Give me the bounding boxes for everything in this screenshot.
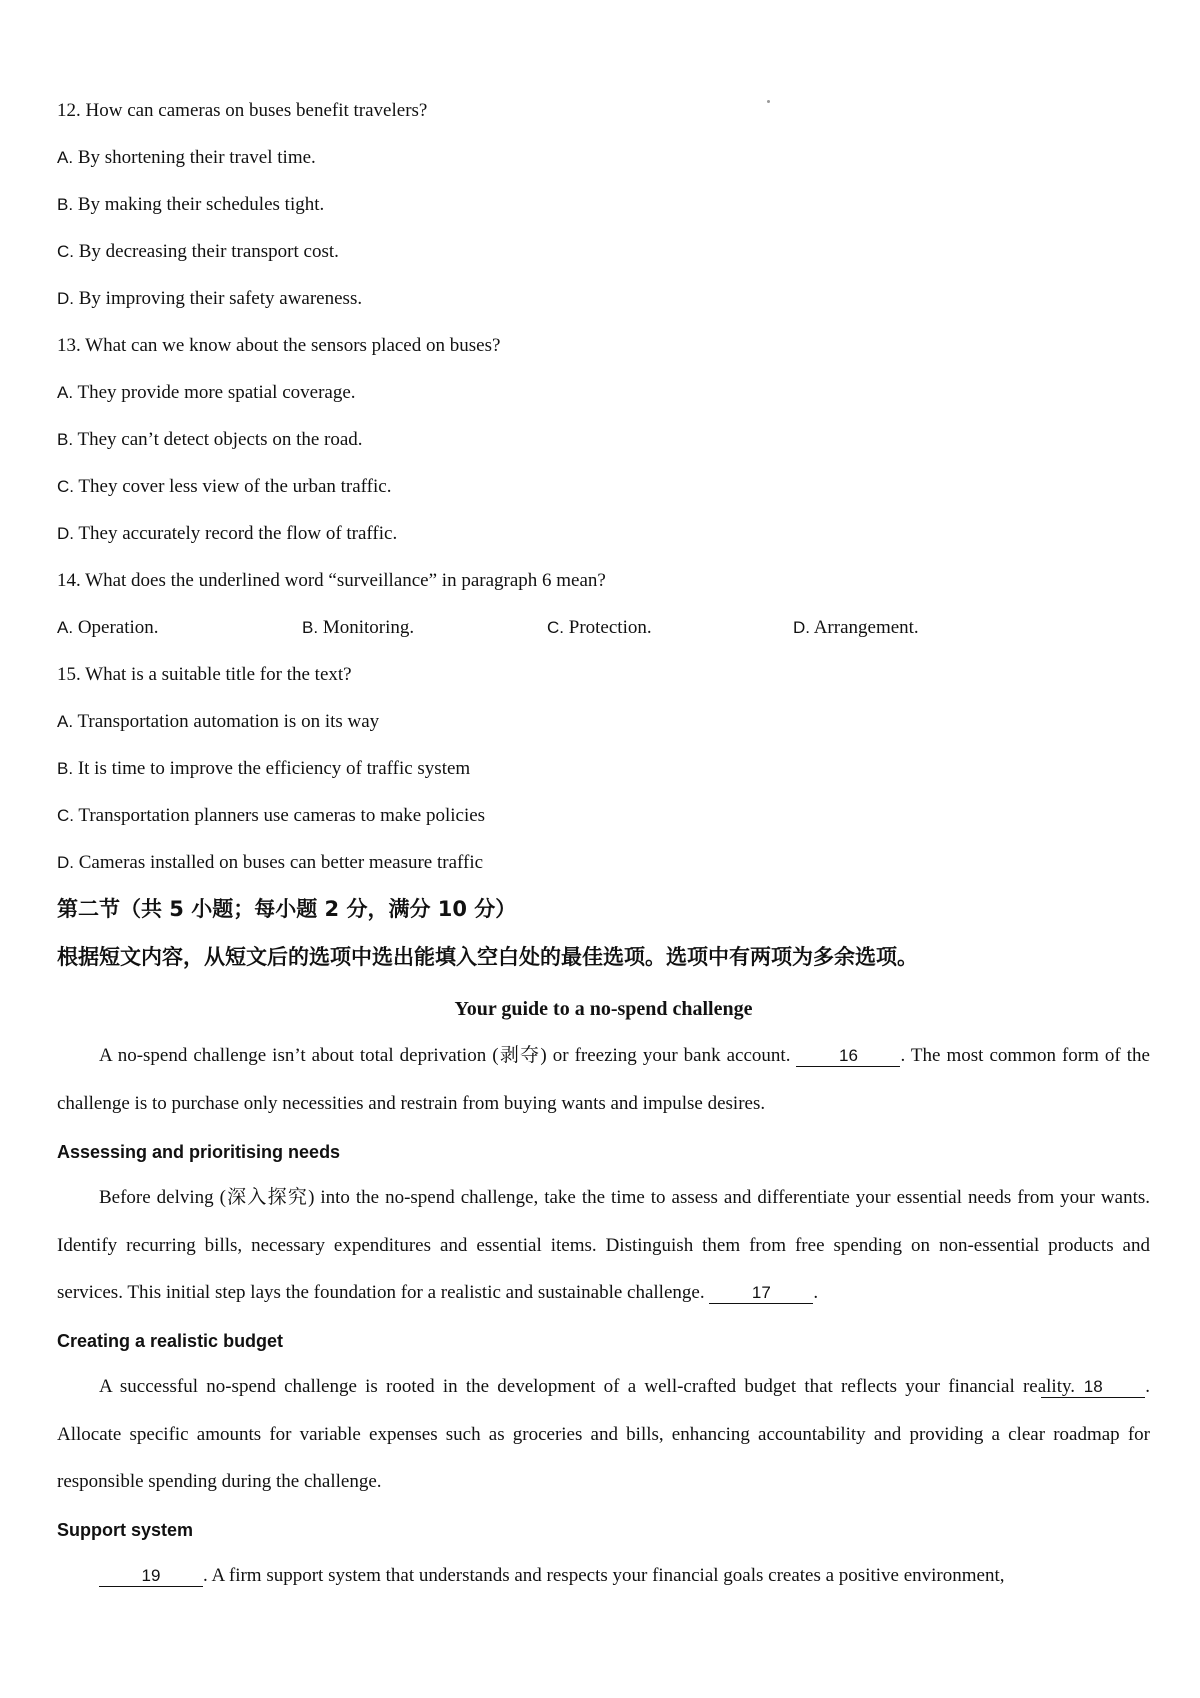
paragraph-text: . Allocate specific amounts for variable expenses such as groceries and bills, enhancing accountability and providing a clear roadmap for responsible spending during the challenge. xyxy=(57,1376,1150,1492)
option-14-a xyxy=(57,616,159,640)
paragraph-text: A successful no-spend challenge is rooted in the development of a well-crafted budget that reflects your financial reality. xyxy=(99,1376,1076,1397)
option-text: By decreasing their transport cost. xyxy=(78,241,339,262)
option-letter: B. xyxy=(302,618,319,637)
option-letter: D. xyxy=(793,618,810,637)
option-letter: A. xyxy=(57,383,74,402)
paragraph-2 xyxy=(57,1174,1150,1317)
heading-support-system: Support system xyxy=(57,1520,194,1540)
option-15-b xyxy=(57,757,470,781)
question-12-stem xyxy=(57,99,427,123)
option-letter: D. xyxy=(57,853,74,872)
paragraph-1 xyxy=(57,1032,1150,1127)
option-text: Arrangement. xyxy=(813,617,919,638)
paragraph-text: . The most common form of the challenge is to purchase only necessities and restrain from buying wants and impulse desires. xyxy=(57,1045,1150,1114)
option-text: It is time to improve the efficiency of traffic system xyxy=(77,758,471,779)
section-header: 第二节（共 5 小题；每小题 2 分，满分 10 分） xyxy=(57,897,517,921)
option-letter: D. xyxy=(57,524,74,543)
option-text: They cover less view of the urban traffic. xyxy=(78,476,392,497)
option-letter: C. xyxy=(57,806,74,825)
option-letter: D. xyxy=(57,289,74,308)
paragraph-text: Before delving (深入探究) into the no-spend challenge, take the time to assess and differentiate your essential needs from your wants. Identify recurring bills, necessary expenditures and essential items. Distinguish them from free spending on non-essential products and services. This initial step lays the foundation for a realistic and sustainable challenge. xyxy=(57,1187,1150,1303)
option-letter: A. xyxy=(57,712,74,731)
option-letter: A. xyxy=(57,618,74,637)
question-13-stem xyxy=(57,334,500,358)
option-15-c xyxy=(57,804,485,828)
heading-assessing-needs: Assessing and prioritising needs xyxy=(57,1142,341,1162)
option-14-d xyxy=(793,616,919,640)
option-15-d xyxy=(57,851,483,875)
option-15-a xyxy=(57,710,379,734)
option-13-a xyxy=(57,381,356,405)
question-stem-text: 12. How can cameras on buses benefit travelers? xyxy=(57,100,428,121)
option-letter: C. xyxy=(57,477,74,496)
blank-19: 19 xyxy=(99,1566,203,1587)
question-stem-text: 13. What can we know about the sensors placed on buses? xyxy=(57,335,501,356)
option-letter: B. xyxy=(57,430,74,449)
option-text: They provide more spatial coverage. xyxy=(77,382,356,403)
heading-creating-budget: Creating a realistic budget xyxy=(57,1331,284,1351)
option-letter: B. xyxy=(57,195,74,214)
paragraph-text: . xyxy=(813,1282,819,1303)
question-stem-text: 15. What is a suitable title for the text? xyxy=(57,664,352,685)
option-letter: A. xyxy=(57,148,74,167)
paragraph-text: A no-spend challenge isn’t about total deprivation (剥夺) or freezing your bank account. xyxy=(99,1045,797,1066)
option-text: Transportation automation is on its way xyxy=(77,711,380,732)
option-12-c xyxy=(57,240,339,264)
option-text: They can’t detect objects on the road. xyxy=(77,429,363,450)
blank-16: 16 xyxy=(796,1046,900,1067)
option-13-c xyxy=(57,475,391,499)
option-13-d xyxy=(57,522,397,546)
question-14-stem xyxy=(57,569,606,593)
option-14-b xyxy=(302,616,414,640)
option-14-c xyxy=(547,616,652,640)
option-12-d xyxy=(57,287,362,311)
option-12-a xyxy=(57,146,316,170)
option-text: Operation. xyxy=(77,617,159,638)
section-instruction: 根据短文内容，从短文后的选项中选出能填入空白处的最佳选项。选项中有两项为多余选项。 xyxy=(57,945,918,969)
option-13-b xyxy=(57,428,363,452)
option-text: They accurately record the flow of traffic. xyxy=(78,523,398,544)
paragraph-4 xyxy=(57,1552,1150,1600)
option-letter: C. xyxy=(57,242,74,261)
passage-title: Your guide to a no-spend challenge xyxy=(454,998,753,1020)
option-12-b xyxy=(57,193,324,217)
option-text: By improving their safety awareness. xyxy=(78,288,363,309)
question-stem-text: 14. What does the underlined word “surveillance” in paragraph 6 mean? xyxy=(57,570,606,591)
option-letter: B. xyxy=(57,759,74,778)
paragraph-text: . A firm support system that understands and respects your financial goals creates a positive environment, xyxy=(203,1565,1005,1586)
option-text: Protection. xyxy=(568,617,652,638)
scan-speck xyxy=(767,100,770,103)
blank-17: 17 xyxy=(709,1283,813,1304)
option-text: Monitoring. xyxy=(322,617,415,638)
option-text: Transportation planners use cameras to make policies xyxy=(78,805,486,826)
option-text: By making their schedules tight. xyxy=(77,194,325,215)
option-text: Cameras installed on buses can better measure traffic xyxy=(78,852,484,873)
paragraph-3 xyxy=(57,1363,1150,1506)
option-letter: C. xyxy=(547,618,564,637)
option-text: By shortening their travel time. xyxy=(77,147,316,168)
blank-18: 18 xyxy=(1041,1377,1145,1398)
question-15-stem xyxy=(57,663,352,687)
